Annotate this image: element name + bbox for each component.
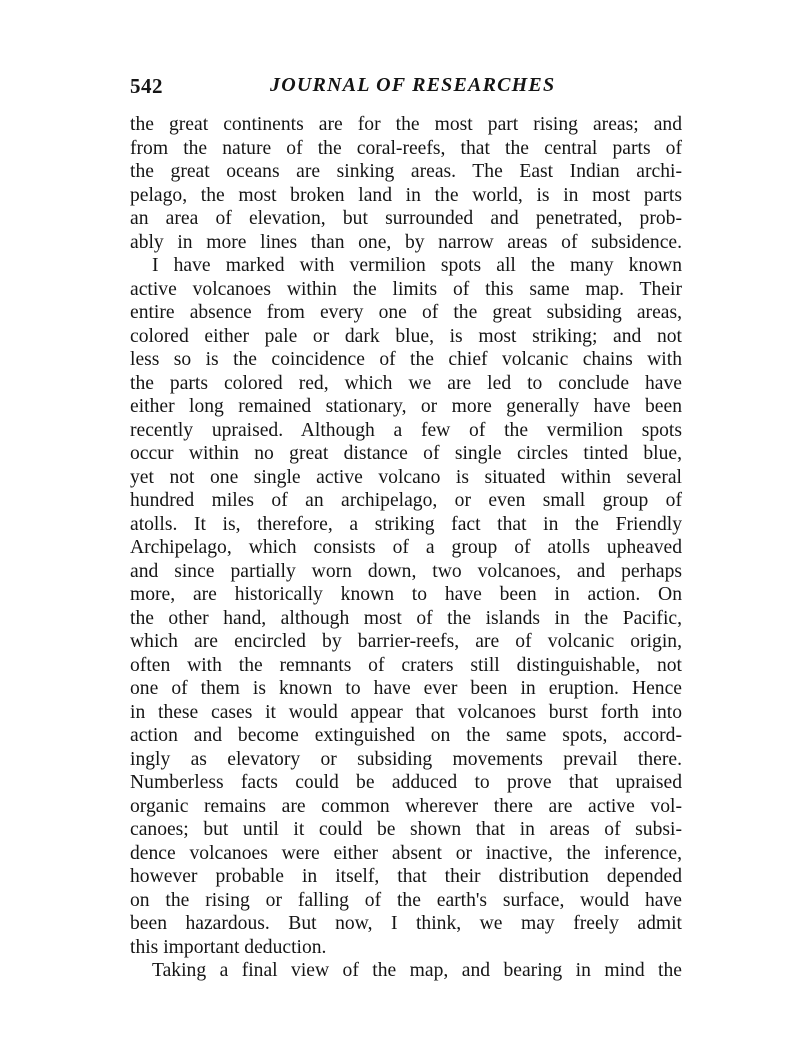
text-line: more, are historically known to have been in action. On (130, 584, 682, 605)
running-head: JOURNAL OF RESEARCHES (270, 74, 556, 96)
text-line: organic remains are common wherever there are active vol- (130, 795, 682, 817)
text-line: the great oceans are sinking areas. The East Indian archi- (130, 161, 682, 182)
text-line: recently upraised. Although a few of the vermilion spots (130, 419, 682, 441)
text-line: from the nature of the coral-reefs, that the central parts of (130, 137, 682, 159)
paragraph (130, 113, 682, 254)
text-line: atolls. It is, therefore, a striking fact that in the Friendly (130, 513, 682, 535)
text-line: however probable in itself, that their distribution depended (130, 866, 682, 887)
text-line: yet not one single active volcano is situated within several (130, 466, 682, 488)
text-line: Archipelago, which consists of a group of atolls upheaved (130, 537, 682, 558)
text-line: an area of elevation, but surrounded and penetrated, prob- (130, 208, 682, 229)
text-line: this important deduction. (130, 936, 327, 958)
text-line: the great continents are for the most part rising areas; and (130, 114, 682, 135)
text-line: colored either pale or dark blue, is most striking; and not (130, 325, 682, 347)
text-line: action and become extinguished on the same spots, accord- (130, 725, 682, 746)
text-line: canoes; but until it could be shown that in areas of subsi- (130, 819, 682, 840)
text-line: less so is the coincidence of the chief volcanic chains with (130, 349, 682, 370)
paragraph (130, 254, 682, 959)
text-line: the parts colored red, which we are led to conclude have (130, 372, 682, 394)
text-line: ingly as elevatory or subsiding movements prevail there. (130, 748, 682, 770)
text-line: one of them is known to have ever been in eruption. Hence (130, 678, 682, 699)
text-line: been hazardous. But now, I think, we may freely admit (130, 913, 682, 934)
text-line: the other hand, although most of the islands in the Pacific, (130, 607, 682, 629)
page-header (130, 74, 682, 104)
text-line: entire absence from every one of the great subsiding areas, (130, 302, 682, 323)
text-line: often with the remnants of craters still distinguishable, not (130, 654, 682, 676)
text-line: in these cases it would appear that volcanoes burst forth into (130, 701, 682, 723)
text-line: I have marked with vermilion spots all the many known (152, 255, 682, 276)
text-line: and since partially worn down, two volcanoes, and perhaps (130, 560, 682, 582)
page-number: 542 (130, 74, 163, 98)
text-line: ably in more lines than one, by narrow areas of subsidence. (130, 231, 682, 253)
text-line: active volcanoes within the limits of this same map. Their (130, 278, 682, 300)
text-line: dence volcanoes were either absent or inactive, the inference, (130, 842, 682, 864)
paragraph (130, 959, 682, 983)
body-text (130, 113, 682, 983)
text-line: either long remained stationary, or more generally have been (130, 396, 682, 417)
text-line: hundred miles of an archipelago, or even small group of (130, 490, 682, 511)
text-line: occur within no great distance of single circles tinted blue, (130, 443, 682, 464)
text-line: on the rising or falling of the earth's surface, would have (130, 889, 682, 911)
text-line: pelago, the most broken land in the world, is in most parts (130, 184, 682, 206)
text-line: Numberless facts could be adduced to prove that upraised (130, 772, 682, 793)
text-line: Taking a final view of the map, and bearing in mind the (152, 960, 682, 981)
text-line: which are encircled by barrier-reefs, are of volcanic origin, (130, 631, 682, 652)
